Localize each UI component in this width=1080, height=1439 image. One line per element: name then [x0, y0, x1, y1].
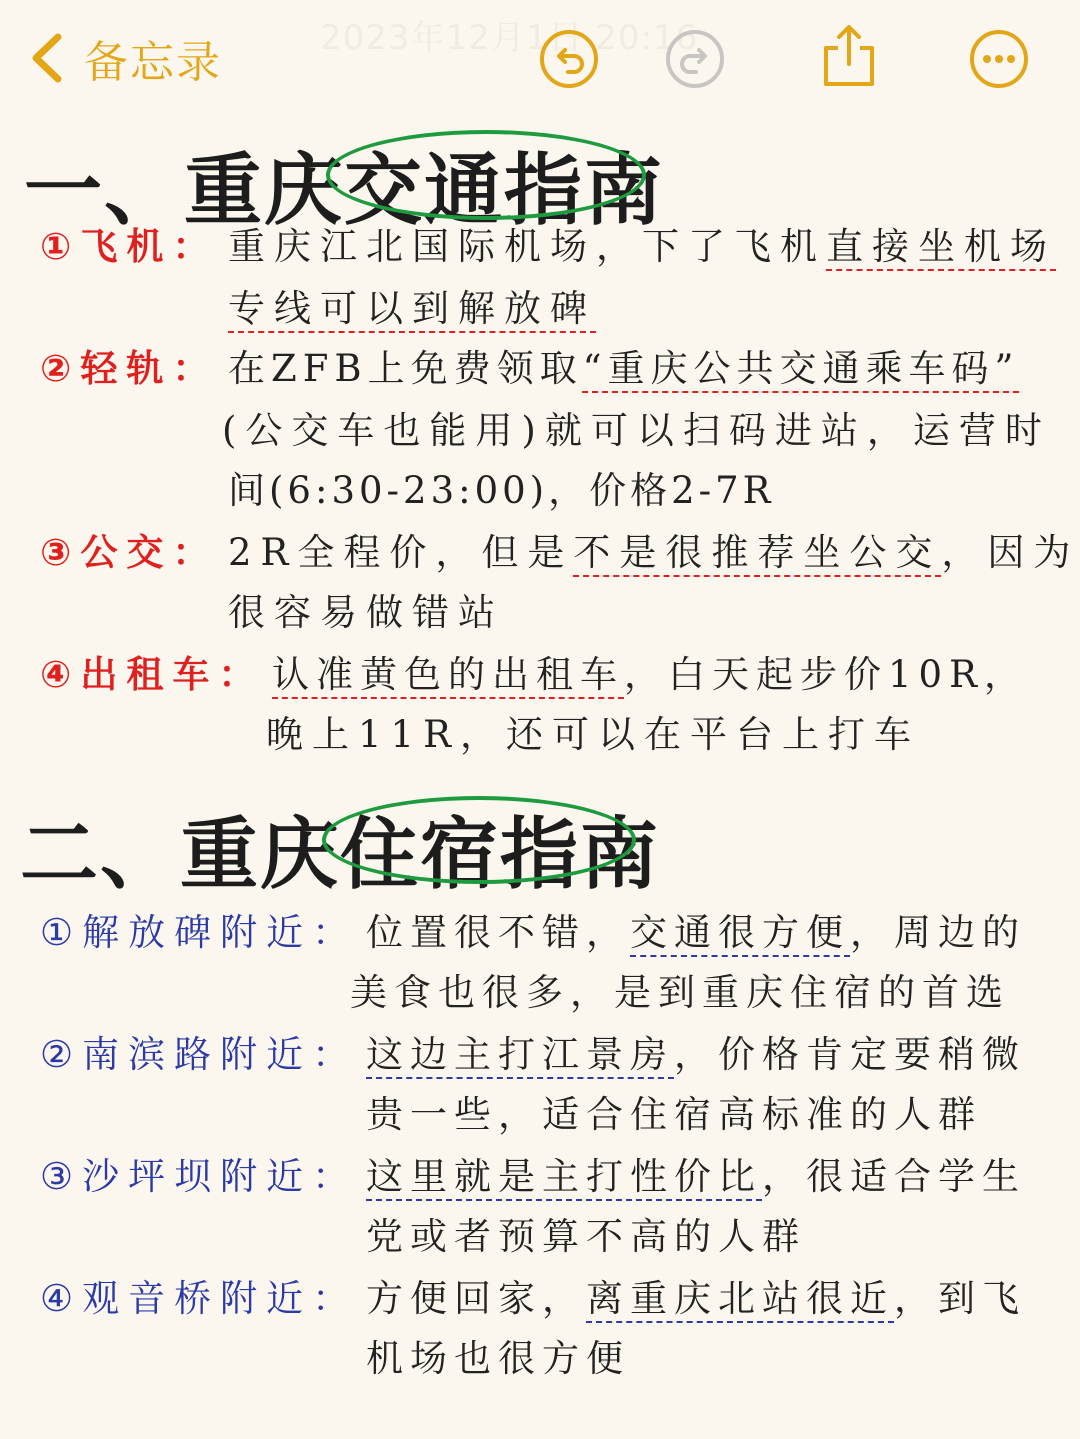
item-text: 很容易做错站 [228, 591, 504, 634]
item-text: 晚上11R，还可以在平台上打车 [266, 713, 920, 756]
item-label: ③沙坪坝附近： [40, 1155, 359, 1198]
item-label: ②南滨路附近： [40, 1033, 359, 1076]
item-text: 方便回家，离重庆北站很近，到飞 [366, 1277, 1026, 1320]
section-title-lodging: 二、重庆住宿指南 [20, 810, 661, 900]
item-label: ③公交： [40, 531, 219, 574]
item-label: ①飞机： [40, 225, 219, 268]
back-button[interactable] [22, 26, 222, 90]
title-highlight: 交通指南 [344, 146, 665, 236]
item-text: 2R全程价，但是不是很推荐坐公交，因为 [228, 531, 1080, 574]
item-text: 在ZFB上免费领取“重庆公共交通乘车码” [228, 347, 1020, 390]
top-bar [0, 0, 1080, 110]
back-label: 备忘录 [84, 37, 222, 88]
item-text: 重庆江北国际机场，下了飞机直接坐机场 [228, 225, 1056, 268]
section-title-transport: 一、重庆交通指南 [24, 146, 665, 236]
chevron-left-icon [22, 29, 80, 87]
more-icon[interactable] [968, 28, 1030, 90]
highlight-ellipse [322, 796, 636, 884]
share-icon[interactable] [818, 22, 880, 88]
item-label: ④观音桥附近： [40, 1277, 359, 1320]
item-text: 党或者预算不高的人群 [366, 1215, 806, 1258]
note-date: 2023年12月1日 20:16 [320, 18, 699, 58]
item-text: 这边主打江景房，价格肯定要稍微 [366, 1033, 1026, 1076]
item-text: (公交车也能用)就可以扫码进站，运营时 [222, 409, 1051, 452]
item-text: 这里就是主打性价比，很适合学生 [366, 1155, 1026, 1198]
redo-icon[interactable] [664, 28, 726, 90]
item-text: 间(6:30-23:00)，价格2-7R [228, 469, 775, 512]
item-text: 美食也很多，是到重庆住宿的首选 [350, 971, 1010, 1014]
item-text: 贵一些，适合住宿高标准的人群 [366, 1093, 982, 1136]
title-highlight: 住宿指南 [340, 810, 661, 900]
item-label: ④出租车： [40, 653, 265, 696]
item-text: 认准黄色的出租车，白天起步价10R， [272, 653, 1028, 696]
highlight-ellipse [326, 130, 646, 220]
item-text: 位置很不错，交通很方便，周边的 [366, 911, 1026, 954]
item-text: 专线可以到解放碑 [228, 287, 596, 330]
item-label: ①解放碑附近： [40, 911, 359, 954]
item-label: ②轻轨： [40, 347, 219, 390]
undo-icon[interactable] [538, 28, 600, 90]
item-text: 机场也很方便 [366, 1337, 630, 1380]
